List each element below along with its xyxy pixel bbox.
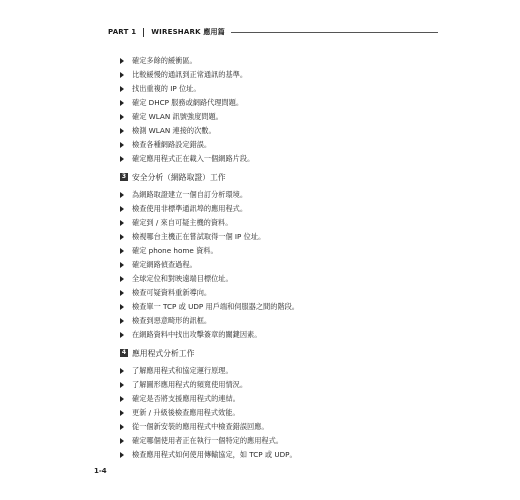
- section-application: [120, 346, 297, 462]
- list-item: [120, 68, 254, 82]
- list-item-text: 確定 DHCP 服務或網路代理問題。: [132, 98, 244, 107]
- list-item-text: 了解應用程式和協定運行原理。: [132, 366, 233, 375]
- section-heading: [120, 346, 297, 360]
- section-heading: [120, 170, 299, 184]
- list-item-text: 在網路資料中找出攻擊簽章的關鍵因素。: [132, 330, 262, 339]
- list-item-text: 檢查各種網路設定錯誤。: [132, 140, 212, 149]
- list-item: [120, 392, 297, 406]
- list-item: [120, 202, 299, 216]
- bullet-arrow-icon: [120, 206, 124, 212]
- bullet-arrow-icon: [120, 332, 124, 338]
- list-item-text: 為網路取證建立一個自訂分析環境。: [132, 190, 248, 199]
- list-item: [120, 406, 297, 420]
- bullet-arrow-icon: [120, 234, 124, 240]
- list-item-text: 了解圖形應用程式的頻寬使用情況。: [132, 380, 248, 389]
- bullet-arrow-icon: [120, 156, 124, 162]
- section-title: 安全分析（網路取證）工作: [132, 172, 226, 182]
- list-item-text: 確定哪個使用者正在執行一個特定的應用程式。: [132, 436, 283, 445]
- list-item: [120, 300, 299, 314]
- list-item: [120, 286, 299, 300]
- list-item: [120, 244, 299, 258]
- header-separator: [143, 28, 144, 37]
- list-item: [120, 230, 299, 244]
- bullet-arrow-icon: [120, 58, 124, 64]
- part-label: PART 1: [108, 28, 137, 36]
- list-item: [120, 124, 254, 138]
- bullet-arrow-icon: [120, 276, 124, 282]
- list-item: [120, 216, 299, 230]
- list-item: [120, 54, 254, 68]
- list-item: [120, 378, 297, 392]
- list-item: [120, 314, 299, 328]
- list-item-text: 更新 / 升級後檢查應用程式效能。: [132, 408, 240, 417]
- list-item-text: 比較緩慢的通訊到正常通訊的基準。: [132, 70, 248, 79]
- list-item-text: 全球定位和對映遠端目標位址。: [132, 274, 233, 283]
- list-item: [120, 82, 254, 96]
- list-item: [120, 272, 299, 286]
- bullet-arrow-icon: [120, 438, 124, 444]
- running-header: [108, 26, 438, 38]
- bullet-arrow-icon: [120, 424, 124, 430]
- bullet-arrow-icon: [120, 86, 124, 92]
- list-item-text: 檢查應用程式如何使用傳輸協定，如 TCP 或 UDP。: [132, 450, 297, 459]
- list-item: [120, 258, 299, 272]
- part-title: WIRESHARK 應用篇: [151, 28, 225, 36]
- list-item-text: 檢查到惡意畸形的訊框。: [132, 316, 212, 325]
- list-item: [120, 110, 254, 124]
- list-item-text: 確定 phone home 資料。: [132, 246, 218, 255]
- list-item: [120, 138, 254, 152]
- section-title: 應用程式分析工作: [132, 348, 195, 358]
- bullet-arrow-icon: [120, 142, 124, 148]
- list-item: [120, 420, 297, 434]
- bullet-arrow-icon: [120, 382, 124, 388]
- bullet-arrow-icon: [120, 396, 124, 402]
- bullet-arrow-icon: [120, 262, 124, 268]
- list-item-text: 檢查使用非標準通訊埠的應用程式。: [132, 204, 248, 213]
- list-item-text: 確定多餘的緩衝區。: [132, 56, 197, 65]
- list-item-text: 檢視哪台主機正在嘗試取得一個 IP 位址。: [132, 232, 266, 241]
- bullet-arrow-icon: [120, 248, 124, 254]
- list-item: [120, 448, 297, 462]
- list-troubleshooting: [120, 54, 254, 166]
- list-item-text: 確定 WLAN 訊號強度問題。: [132, 112, 223, 121]
- list-item-text: 從一個新安裝的應用程式中檢查錯誤回應。: [132, 422, 269, 431]
- list-item-text: 確定網路偵查過程。: [132, 260, 197, 269]
- bullet-arrow-icon: [120, 128, 124, 134]
- list-item-text: 檢測 WLAN 連接的次數。: [132, 126, 216, 135]
- bullet-arrow-icon: [120, 100, 124, 106]
- list-item: [120, 152, 254, 166]
- page-number: 1-4: [94, 467, 107, 475]
- bullet-arrow-icon: [120, 452, 124, 458]
- section-security: [120, 170, 299, 342]
- bullet-arrow-icon: [120, 410, 124, 416]
- bullet-arrow-icon: [120, 368, 124, 374]
- header-rule: [231, 32, 438, 33]
- list-item-text: 找出重複的 IP 位址。: [132, 84, 201, 93]
- bullet-arrow-icon: [120, 72, 124, 78]
- bullet-arrow-icon: [120, 290, 124, 296]
- list-item-text: 確定應用程式正在載入一個網路片段。: [132, 154, 255, 163]
- bullet-arrow-icon: [120, 114, 124, 120]
- list-item: [120, 328, 299, 342]
- list-item: [120, 188, 299, 202]
- bullet-arrow-icon: [120, 304, 124, 310]
- list-item: [120, 434, 297, 448]
- list-item-text: 檢查可疑資料重新導向。: [132, 288, 212, 297]
- bullet-arrow-icon: [120, 192, 124, 198]
- bullet-arrow-icon: [120, 220, 124, 226]
- list-item-text: 檢查單一 TCP 或 UDP 用戶端和伺服器之間的階段。: [132, 302, 299, 311]
- list-item-text: 確定是否將支援應用程式的連結。: [132, 394, 240, 403]
- list-item: [120, 364, 297, 378]
- section-number: 3: [121, 173, 127, 180]
- list-item-text: 確定到 / 來自可疑主機的資料。: [132, 218, 233, 227]
- bullet-arrow-icon: [120, 318, 124, 324]
- section-number: 4: [121, 349, 127, 356]
- list-item: [120, 96, 254, 110]
